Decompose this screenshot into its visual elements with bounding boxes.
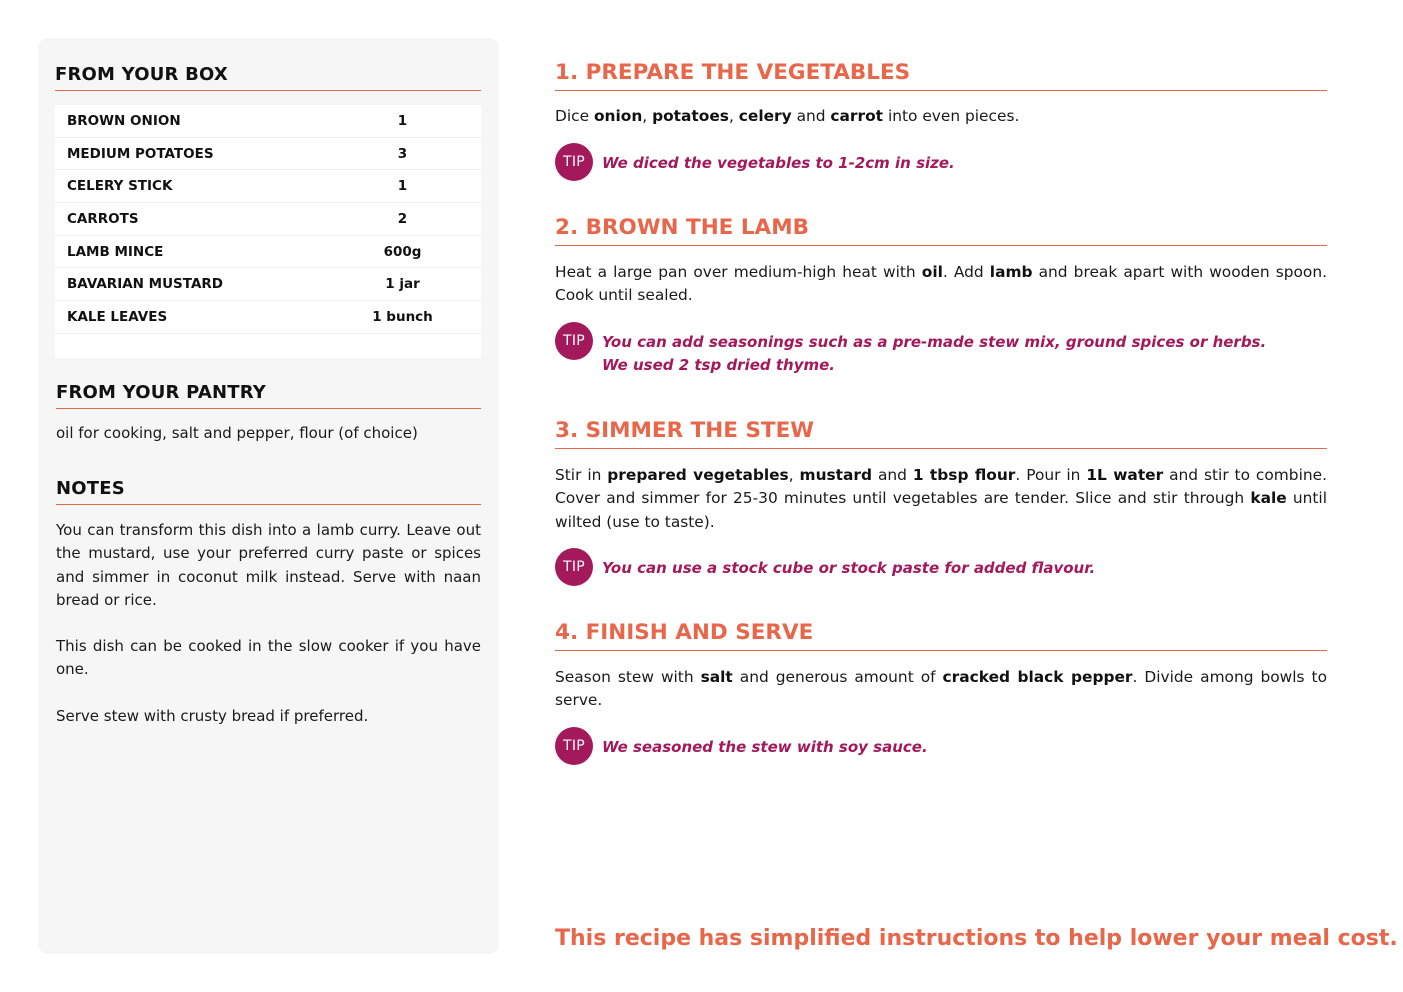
table-row — [55, 301, 481, 334]
ingredient-qty: 1 — [397, 112, 408, 129]
tip-badge: TIP — [555, 727, 593, 765]
emphasis-text: prepared vegetables — [607, 466, 789, 484]
body-text: , — [642, 107, 653, 125]
step-1-title: 1. PREPARE THE VEGETABLES — [555, 60, 1327, 91]
from-your-box-heading: FROM YOUR BOX — [55, 64, 481, 91]
table-row — [55, 268, 481, 301]
tip-text — [602, 736, 928, 759]
tip-text — [602, 557, 1095, 580]
from-your-pantry-heading: FROM YOUR PANTRY — [56, 382, 481, 409]
tip-badge: TIP — [555, 548, 593, 586]
ingredient-qty: 3 — [397, 145, 408, 162]
ingredient-qty: 1 — [397, 178, 408, 195]
emphasis-text: lamb — [989, 263, 1033, 281]
emphasis-text: carrot — [830, 107, 884, 125]
tip-text — [602, 152, 955, 175]
body-text: . Divide among bowls to serve. — [555, 668, 1327, 710]
emphasis-text: mustard — [799, 466, 873, 484]
body-text: and break apart with wooden spoon. Cook until sealed. — [555, 263, 1327, 305]
step-3-tip — [555, 548, 1095, 586]
ingredient-name: BROWN ONION — [67, 112, 181, 129]
sidebar-panel — [38, 38, 499, 954]
table-row — [55, 170, 481, 203]
emphasis-text: oil — [921, 263, 943, 281]
table-row — [55, 105, 481, 138]
pantry-text: oil for cooking, salt and pepper, flour (of choice) — [56, 424, 418, 442]
notes-heading: NOTES — [56, 478, 481, 505]
notes-body — [56, 519, 481, 751]
tip-line: We used 2 tsp dried thyme. — [602, 356, 835, 375]
ingredient-qty: 600g — [383, 243, 422, 260]
step-2-tip — [555, 322, 1266, 378]
body-text: Season stew with — [555, 668, 701, 686]
tip-badge: TIP — [555, 143, 593, 181]
emphasis-text: salt — [700, 668, 733, 686]
ingredient-name: CELERY STICK — [67, 178, 173, 195]
tip-line: We diced the vegetables to 1-2cm in size. — [602, 154, 955, 172]
emphasis-text: potatoes — [652, 107, 729, 125]
notes-paragraph: Serve stew with crusty bread if preferred. — [56, 706, 369, 725]
step-4-tip — [555, 727, 928, 765]
ingredient-name: KALE LEAVES — [67, 308, 168, 325]
step-1-tip — [555, 143, 955, 181]
step-2-title: 2. BROWN THE LAMB — [555, 215, 1327, 246]
tip-line: You can use a stock cube or stock paste for added flavour. — [602, 559, 1096, 577]
ingredient-qty: 2 — [397, 210, 408, 227]
body-text: into even pieces. — [883, 107, 1020, 125]
ingredient-name: CARROTS — [67, 210, 139, 227]
footer-note: This recipe has simplified instructions to help lower your meal cost. — [555, 926, 1398, 951]
step-1-text — [555, 105, 1327, 128]
emphasis-text: celery — [738, 107, 792, 125]
step-3-text — [555, 464, 1327, 534]
tip-line: You can add seasonings such as a pre-made stew mix, ground spices or herbs. — [602, 333, 1267, 351]
step-4-title: 4. FINISH AND SERVE — [555, 620, 1327, 651]
body-text: and — [791, 107, 831, 125]
ingredient-qty: 1 jar — [385, 276, 420, 293]
table-row — [55, 236, 481, 269]
table-row — [55, 203, 481, 236]
body-text: . Add — [942, 263, 990, 281]
ingredient-qty: 1 bunch — [372, 308, 433, 325]
body-text: . Pour in — [1015, 466, 1087, 484]
step-2-text — [555, 261, 1327, 308]
body-text: and — [872, 466, 913, 484]
step-4-text — [555, 666, 1327, 713]
emphasis-text: cracked black pepper — [942, 668, 1133, 686]
emphasis-text: kale — [1250, 489, 1287, 508]
method-column — [555, 0, 1398, 992]
emphasis-text: 1L water — [1086, 466, 1164, 484]
body-text: , — [728, 107, 739, 125]
emphasis-text: 1 tbsp flour — [912, 466, 1016, 484]
notes-paragraph: This dish can be cooked in the slow cooker if you have one. — [56, 637, 481, 679]
ingredient-name: BAVARIAN MUSTARD — [67, 276, 223, 293]
tip-text — [602, 331, 1266, 378]
emphasis-text: onion — [593, 107, 643, 125]
table-row — [55, 138, 481, 171]
body-text: Dice — [555, 107, 594, 125]
tip-badge: TIP — [555, 322, 593, 360]
step-3-title: 3. SIMMER THE STEW — [555, 418, 1327, 449]
body-text: and stir to combine. Cover and simmer for 25-30 minutes until vegetables are tender. Slice and stir through — [555, 466, 1327, 508]
ingredients-table — [55, 105, 481, 358]
body-text: until wilted (use to taste). — [555, 489, 1327, 531]
body-text: Heat a large pan over medium-high heat with — [555, 263, 922, 281]
ingredient-name: MEDIUM POTATOES — [67, 145, 214, 162]
notes-paragraph: You can transform this dish into a lamb curry. Leave out the mustard, use your preferred curry paste or spices and simmer in coconut milk instead. Serve with naan bread or rice. — [56, 521, 481, 609]
body-text: and generous amount of — [732, 668, 943, 686]
body-text: Stir in — [555, 466, 608, 484]
tip-line: We seasoned the stew with soy sauce. — [602, 738, 928, 756]
ingredient-name: LAMB MINCE — [67, 243, 164, 260]
body-text: , — [788, 466, 800, 484]
